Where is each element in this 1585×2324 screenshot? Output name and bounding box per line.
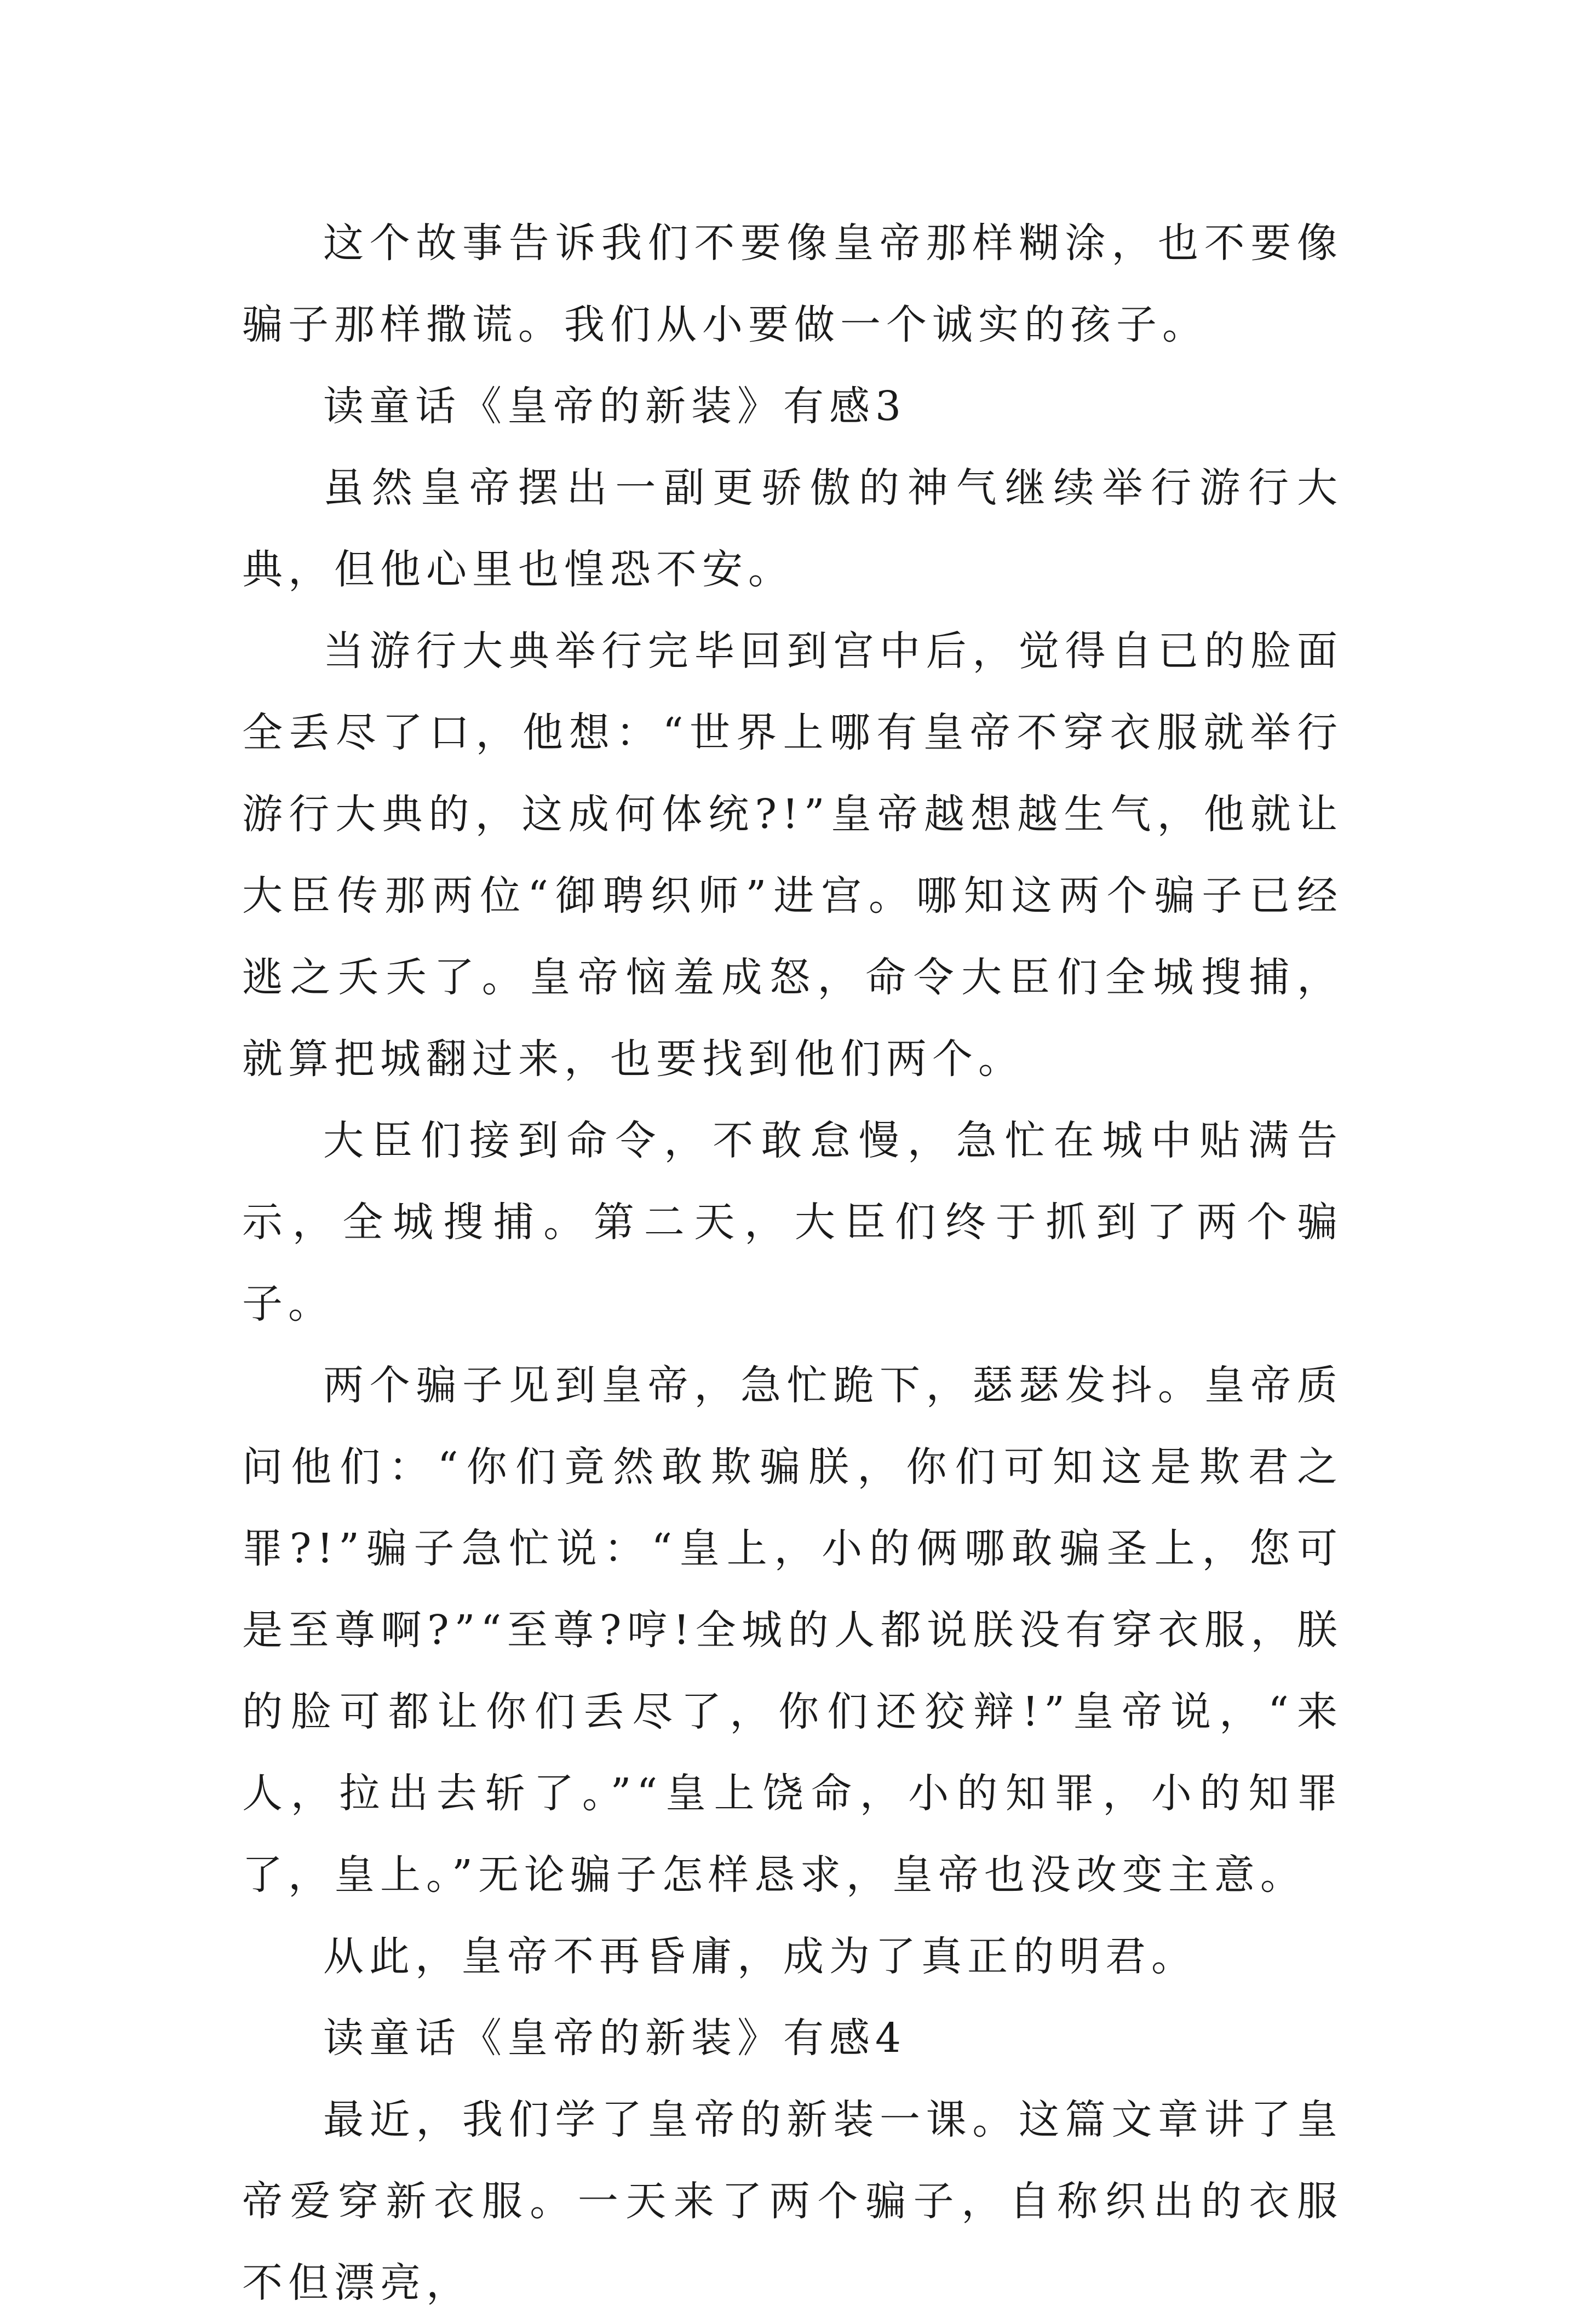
paragraph-emperor-proud: 虽然皇帝摆出一副更骄傲的神气继续举行游行大典，但他心里也惶恐不安。 (242, 464, 1343, 593)
essay-title-3: 读童话《皇帝的新装》有感3 (323, 383, 907, 430)
paragraph-recent-lesson: 最近，我们学了皇帝的新装一课。这篇文章讲了皇帝爱穿新衣服。一天来了两个骗子，自称织出的衣服不但漂亮， (242, 2096, 1343, 2306)
paragraph-moral: 这个故事告诉我们不要像皇帝那样糊涂，也不要像骗子那样撒谎。我们从小要做一个诚实的孩子。 (242, 220, 1343, 348)
document-body (242, 203, 1343, 2324)
paragraph-wise-ruler: 从此，皇帝不再昏庸，成为了真正的明君。 (323, 1933, 1197, 1980)
essay-title-4: 读童话《皇帝的新装》有感4 (323, 2015, 907, 2062)
paragraph-back-to-palace: 当游行大典举行完毕回到宫中后，觉得自已的脸面全丢尽了口，他想：“世界上哪有皇帝不穿衣服就举行游行大典的，这成何体统?!”皇帝越想越生气，他就让大臣传那两位“御聘织师”进宫。哪知这两个骗子已经逃之夭夭了。皇帝恼羞成怒，命令大臣们全城搜捕，就算把城翻过来，也要找到他们两个。 (242, 628, 1343, 1083)
paragraph-ministers-search: 大臣们接到命令，不敢怠慢，急忙在城中贴满告示，全城搜捕。第二天，大臣们终于抓到了两个骗子。 (242, 1117, 1343, 1327)
paragraph-swindlers-kneel: 两个骗子见到皇帝，急忙跪下，瑟瑟发抖。皇帝质问他们：“你们竟然敢欺骗朕，你们可知这是欺君之罪?!”骗子急忙说：“皇上，小的俩哪敢骗圣上，您可是至尊啊?”“至尊?哼!全城的人都说朕没有穿衣服，朕的脸可都让你们丢尽了，你们还狡辩!”皇帝说，“来人，拉出去斩了。”“皇上饶命，小的知罪，小的知罪了，皇上。”无论骗子怎样恳求，皇帝也没改变主意。 (242, 1362, 1343, 1899)
